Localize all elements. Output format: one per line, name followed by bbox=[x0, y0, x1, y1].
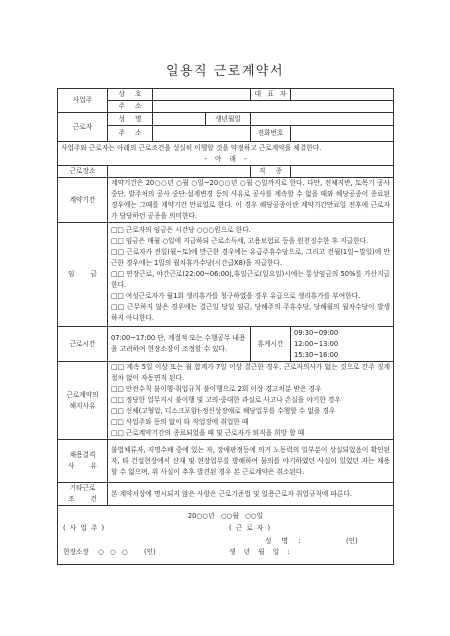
worker-signature-name-label: 성 명 : bbox=[265, 536, 301, 545]
job-type-field bbox=[291, 166, 394, 178]
contract-period-label: 계약기간 bbox=[58, 178, 108, 223]
contract-table bbox=[57, 88, 394, 565]
wage-row bbox=[58, 223, 394, 327]
break-time-label: 휴게시간 bbox=[251, 327, 291, 362]
termination-row bbox=[58, 362, 394, 440]
agreement-subheading: - 아 래 - bbox=[204, 155, 247, 163]
company-name-field bbox=[153, 89, 251, 101]
break-time-item: 15:30~16:00 bbox=[294, 350, 339, 359]
break-time-list bbox=[291, 327, 394, 362]
representative-label: 대 표 자 bbox=[251, 89, 291, 101]
employer-section-label: 사업주 bbox=[58, 89, 108, 113]
job-type-label: 직 종 bbox=[251, 166, 291, 178]
list-item: □□ 안전수칙 불이행·취업규칙 불이행으로 2회 이상 경고처분 받은 경우 bbox=[111, 385, 322, 393]
representative-field bbox=[291, 89, 394, 101]
wage-list bbox=[108, 223, 394, 327]
worker-row-address bbox=[58, 126, 394, 142]
worker-address-field bbox=[153, 126, 251, 142]
worker-phone-label: 전화번호 bbox=[251, 126, 291, 142]
list-item: □□ 정당한 업무지시 불이행 및 고의·중대한 과실로 사고나 손실을 야기한 경우 bbox=[111, 396, 341, 404]
other-conditions-label-line: 기타근로 bbox=[69, 484, 96, 492]
worker-row-name bbox=[58, 113, 394, 126]
site-manager-label: 현장소장 bbox=[63, 547, 89, 556]
disqualification-label-line: 사 유 bbox=[67, 462, 98, 470]
other-conditions-row bbox=[58, 483, 394, 506]
disqualification-label-line: 채용결격 bbox=[69, 451, 96, 459]
list-item: □□ 임금은 매월 ○일에 지급하되 근로소득세, 고용보험료 등을 원천징수한 후 지급한다. bbox=[111, 237, 369, 245]
worker-address-label: 주 소 bbox=[108, 126, 153, 142]
list-item: □□ 근로계약기간의 종료되었을 때 및 근로자가 퇴직을 희망 할 때 bbox=[111, 429, 305, 437]
termination-label bbox=[58, 362, 108, 440]
other-conditions-text: 본 계약서상에 명시되지 않은 사항은 근로기준법 및 일용근로자 취업규칙에 따른다. bbox=[108, 483, 394, 506]
employer-row-address bbox=[58, 101, 394, 113]
list-item: □□ 사업주와 동의 없이 타 작업장에 취업한 때 bbox=[111, 418, 249, 426]
disqualification-text: 불법체류자, 지명수배 중에 있는 자, 장애판정등에 의거 노동력의 일부분이 상실되었음이 확인된 자, 타 건설현장에서 산재 및 현장업무를 방해하여 물의를 야기하였던 사실이 있었던 자는 채용할 수 없으며, 위 사실이 추후 발견된 경우 본 근로계약은 취소된다. bbox=[108, 440, 394, 483]
list-item: □□ 근로자의 임금은 시간당 ○○○원으로 한다. bbox=[111, 226, 251, 234]
disqualification-label bbox=[58, 440, 108, 483]
employer-seal-mark: (인) bbox=[144, 547, 156, 556]
employer-signature-label: ( 사 업 주 ) bbox=[63, 523, 105, 532]
termination-label-line: 해지사유 bbox=[69, 401, 96, 410]
work-hours-row bbox=[58, 327, 394, 362]
contract-date: 20○○년 ○○월 ○○일 bbox=[187, 511, 264, 520]
worker-birth-field bbox=[251, 113, 394, 126]
termination-list bbox=[108, 362, 394, 440]
list-item: □□ 근로자가 전일(월~토)에 만근한 경우에는 유급주휴수당으로, 그리고 전월(1일~말일)에 만근한 경우에는 1일의 월차휴가수당(시간급X8)을 지급한다. bbox=[111, 248, 390, 267]
signature-cell bbox=[58, 506, 394, 565]
signature-area bbox=[58, 507, 393, 564]
agreement-row bbox=[58, 142, 394, 166]
site-manager-name: ○ ○ ○ bbox=[98, 547, 128, 556]
work-hours-label: 근로시간 bbox=[58, 327, 108, 362]
worker-signature-label: ( 근 로 자 ) bbox=[229, 523, 271, 532]
worker-name-field bbox=[153, 113, 206, 126]
break-time-item: 09:30~09:00 bbox=[294, 328, 339, 337]
list-item: □□ 신체(고혈압, 디스크포함)·정신상장애로 해당업무를 수행할 수 없을 경우 bbox=[111, 407, 336, 415]
worker-signature-birth-label: 생 년 월 일 : bbox=[229, 547, 290, 556]
worker-birth-label: 생년월일 bbox=[206, 113, 251, 126]
employer-address-field bbox=[153, 101, 394, 113]
work-hours-text: 07:00~17:00 단, 계절적 또는 수행공무 내용을 고려하여 현장소장이 조정할 수 있다. bbox=[108, 327, 251, 362]
contract-period-row bbox=[58, 178, 394, 223]
employer-address-label: 주 소 bbox=[108, 101, 153, 113]
workplace-row bbox=[58, 166, 394, 178]
wage-label: 임 금 bbox=[58, 223, 108, 327]
list-item: □□ 여성근로자가 월1회 생리휴가를 청구하였을 경우 유급으로 생리휴가를 부여한다. bbox=[111, 292, 361, 300]
worker-section-label: 근로자 bbox=[58, 113, 108, 142]
workplace-label: 근로장소 bbox=[58, 166, 108, 178]
worker-phone-field bbox=[291, 126, 394, 142]
company-name-label: 상 호 bbox=[108, 89, 153, 101]
list-item: □□ 계속 5일 이상 또는 월 합계가 7일 이상 결근한 경우, 근로자의사가 없는 것으로 간주 징계절차 없이 자동면직 된다. bbox=[111, 363, 390, 382]
other-conditions-label-line: 조 건 bbox=[67, 495, 98, 503]
signature-row bbox=[58, 506, 394, 565]
disqualification-row bbox=[58, 440, 394, 483]
other-conditions-label bbox=[58, 483, 108, 506]
termination-label-line: 근로계약의 bbox=[66, 390, 99, 399]
agreement-cell bbox=[58, 142, 394, 166]
contract-period-text: 계약기간은 20○○년 ○월 ○일~20○○년 ○월 ○일까지로 한다. 다만, 전체지반, 토목기 공사 중단, 발주처의 공사 중단·설계변경 등의 사유로 공사를 계속할 수 없을 때와 해당공종이 종료된 경우에는 그때를 계약기간 만료일로 한다. 이 경우 해당공종이란 계약기간만료일 전후에 근로자가 담당하던 공종을 의미한다. bbox=[108, 178, 394, 223]
workplace-field bbox=[108, 166, 251, 178]
agreement-text: 사업주와 근로자는 아래의 근로조건을 성실히 이행할 것을 약정하고 근로계약을 체결한다. bbox=[61, 144, 322, 152]
employer-row-company bbox=[58, 89, 394, 101]
break-time-item: 12:00~13:00 bbox=[294, 339, 339, 348]
document-title: 일용직 근로계약서 bbox=[165, 64, 285, 79]
list-item: □□ 근무하지 않은 경우에는 결근일 당일 임금, 당해주의 주휴수당, 당해월의 월차수당이 발생하지 아니한다. bbox=[111, 303, 390, 322]
worker-name-label: 성 명 bbox=[108, 113, 153, 126]
worker-seal-mark: (인) bbox=[346, 536, 358, 545]
list-item: □□ 연장근로, 야간근로(22:00~06:00),휴일근로(일요일)시에는 통상임금의 50%를 가산지급한다. bbox=[111, 270, 390, 289]
